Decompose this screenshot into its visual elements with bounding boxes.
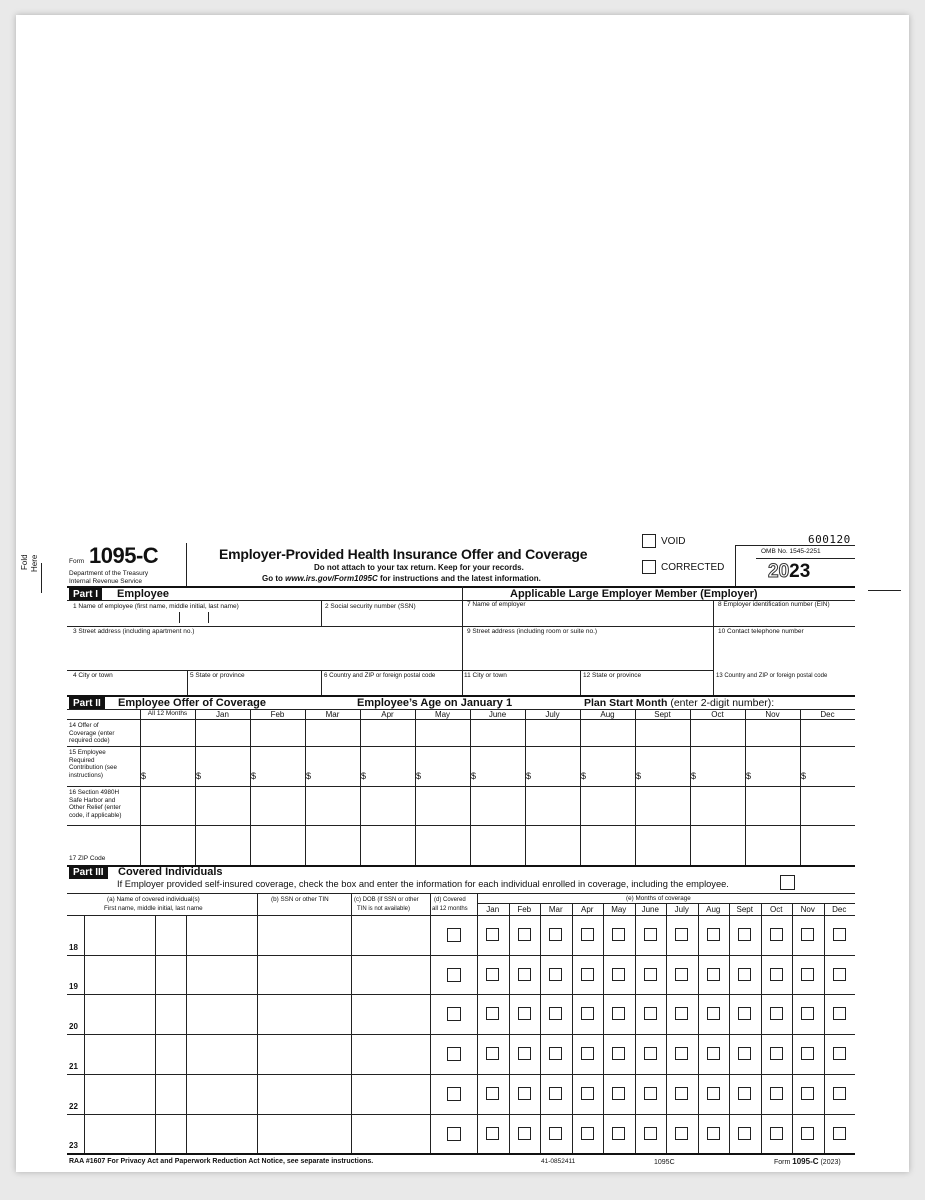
part2-cell[interactable] [416,747,469,785]
month-checkbox[interactable] [581,1087,594,1100]
employer-city-field[interactable] [463,681,579,695]
form-sheet [16,15,909,1172]
part2-month-head: All 12 Months [147,710,188,717]
part2-month-head: Jan [216,710,229,719]
month-checkbox[interactable] [644,928,657,941]
month-divider [729,903,730,1153]
part2-cell[interactable] [141,747,194,785]
month-checkbox[interactable] [581,928,594,941]
plan-start-field[interactable] [803,697,853,708]
omb-divider [735,545,736,587]
month-checkbox[interactable] [549,968,562,981]
month-checkbox[interactable] [612,1047,625,1060]
month-checkbox[interactable] [770,1087,783,1100]
part3-month-head: June [641,905,659,914]
employee-state-field[interactable] [188,681,320,695]
form-instructions-line: Go to www.irs.gov/Form1095C for instructions and the latest information. [262,574,541,583]
month-checkbox[interactable] [675,1007,688,1020]
plan-start-title: Plan Start Month (enter 2-digit number): [584,697,775,709]
part3-instruction: If Employer provided self-insured coverage, check the box and enter the information for each individual enrolled in coverage, including the employee. [117,879,729,889]
age-title: Employee’s Age on January 1 [357,697,513,709]
month-checkbox[interactable] [770,968,783,981]
month-divider [698,903,699,1153]
all-12-months-checkbox[interactable] [447,1007,461,1021]
part2-month-head: Dec [820,710,835,719]
dept-irs: Internal Revenue Service [69,578,142,585]
part2-month-head: Feb [270,710,285,719]
form-code: 600120 [808,533,851,546]
part2-cell[interactable] [196,747,249,785]
name-tick-1 [179,612,180,623]
all-12-months-checkbox[interactable] [447,968,461,982]
part2-cell[interactable] [471,787,524,824]
field-4-label: 4 City or town [73,672,113,679]
month-checkbox[interactable] [738,968,751,981]
dollar-sign: $ [471,771,477,781]
part2-cell[interactable] [636,747,689,785]
month-checkbox[interactable] [707,1127,720,1140]
col-c-head: (c) DOB (if SSN or other [354,897,419,903]
month-checkbox[interactable] [518,968,531,981]
part3-month-head: May [611,905,627,914]
month-checkbox[interactable] [707,968,720,981]
month-divider [792,903,793,1153]
employer-zip-field[interactable] [714,681,854,695]
zip-code-cell[interactable] [196,826,249,864]
part2-cell[interactable] [581,747,634,785]
field-12-label: 12 State or province [583,672,642,679]
month-checkbox[interactable] [833,1087,846,1100]
month-checkbox[interactable] [801,1087,814,1100]
part2-month-head: Mar [325,710,340,719]
part2-cell[interactable] [361,720,414,745]
covered-dob-field[interactable] [352,995,429,1033]
month-checkbox[interactable] [801,928,814,941]
month-checkbox[interactable] [518,1047,531,1060]
row-16-label: Other Relief (enter [69,804,121,811]
part2-cell[interactable] [306,787,359,824]
month-checkbox[interactable] [801,1007,814,1020]
field-2-label: 2 Social security number (SSN) [325,603,416,610]
fold-mark-line [41,563,42,593]
covered-dob-field[interactable] [352,1035,429,1073]
dollar-sign: $ [746,771,752,781]
month-checkbox[interactable] [675,1087,688,1100]
part2-cell[interactable] [196,720,249,745]
field-13-label: 13 Country and ZIP or foreign postal code [716,673,828,679]
row-15-label: instructions) [69,771,103,779]
footer-notice: RAA #1607 For Privacy Act and Paperwork Reduction Act Notice, see separate instructions. [69,1158,374,1165]
month-checkbox[interactable] [518,1007,531,1020]
month-checkbox[interactable] [612,1087,625,1100]
part2-cell[interactable] [251,720,304,745]
month-checkbox[interactable] [833,968,846,981]
month-checkbox[interactable] [801,1127,814,1140]
telephone-field[interactable] [714,637,854,670]
part2-cell[interactable] [526,787,579,824]
field-8-label: 8 Employer identification number (EIN) [718,601,830,608]
covered-dob-field[interactable] [352,1075,429,1113]
all-12-months-checkbox[interactable] [447,1087,461,1101]
dollar-sign: $ [416,771,422,781]
row-14-label: 14 Offer of [69,722,99,729]
part2-cell[interactable] [581,787,634,824]
part2-cell[interactable] [691,787,744,824]
month-checkbox[interactable] [581,1047,594,1060]
part2-cell[interactable] [471,720,524,745]
footer-code: 1095C [654,1159,675,1166]
row3-rule-right [462,670,713,671]
month-checkbox[interactable] [801,968,814,981]
covered-ssn-field[interactable] [258,956,350,994]
month-checkbox[interactable] [486,1087,499,1100]
month-divider [572,903,573,1153]
employee-zip-field[interactable] [322,681,461,695]
month-checkbox[interactable] [738,1127,751,1140]
header-divider-left [186,543,187,587]
row-number: 21 [69,1061,78,1071]
month-checkbox[interactable] [644,1127,657,1140]
self-insured-checkbox[interactable] [780,875,795,890]
covered-dob-field[interactable] [352,956,429,994]
row-number: 22 [69,1101,78,1111]
form-number: 1095-C [89,543,159,568]
month-checkbox[interactable] [549,928,562,941]
zip-code-cell[interactable] [746,826,799,864]
month-checkbox[interactable] [644,1007,657,1020]
dollar-sign: $ [361,771,367,781]
month-checkbox[interactable] [581,1127,594,1140]
covered-name-field[interactable] [85,956,256,994]
zip-code-cell[interactable] [306,826,359,864]
part2-cell[interactable] [691,747,744,785]
part2-cell[interactable] [526,747,579,785]
form-subtitle: Do not attach to your tax return. Keep for your records. [314,563,524,572]
covered-dob-field[interactable] [352,916,429,954]
month-checkbox[interactable] [581,1007,594,1020]
part1-label: Part I [69,588,102,601]
part3-month-head: July [674,905,689,914]
field-9-label: 9 Street address (including room or suite no.) [467,628,598,635]
part2-cell[interactable] [526,720,579,745]
zip-code-cell[interactable] [636,826,689,864]
col-d-head2: all 12 months [432,906,468,912]
row-15-label: Required [69,756,95,764]
part2-month-head: Nov [765,710,780,719]
corrected-label: CORRECTED [661,562,725,573]
col-c-head2: TIN is not available) [357,906,411,912]
part2-month-head: Apr [381,710,394,719]
month-checkbox[interactable] [644,968,657,981]
ssn-field[interactable] [322,612,461,626]
zip-code-cell[interactable] [581,826,634,864]
row-number: 23 [69,1141,78,1151]
month-checkbox[interactable] [770,1047,783,1060]
dollar-sign: $ [251,771,257,781]
void-label: VOID [661,536,686,547]
dollar-sign: $ [581,771,587,781]
part3-month-head: Nov [800,905,815,914]
part2-cell[interactable] [801,787,854,824]
dollar-sign: $ [691,771,697,781]
month-checkbox[interactable] [581,968,594,981]
part2-cell[interactable] [636,720,689,745]
part2-cell[interactable] [251,747,304,785]
month-checkbox[interactable] [518,1087,531,1100]
month-checkbox[interactable] [486,968,499,981]
covered-name-field[interactable] [85,1035,256,1073]
form-title: Employer-Provided Health Insurance Offer and Coverage [219,546,588,562]
month-checkbox[interactable] [675,928,688,941]
fold-label: Fold [20,554,29,570]
month-checkbox[interactable] [612,968,625,981]
row-number: 19 [69,982,78,992]
month-checkbox[interactable] [486,1007,499,1020]
dollar-sign: $ [306,771,312,781]
part2-cell[interactable] [416,787,469,824]
part2-month-head: Oct [711,710,724,719]
omb-number: OMB No. 1545-2251 [761,548,821,555]
employee-street-field[interactable] [68,637,461,670]
month-checkbox[interactable] [675,1127,688,1140]
fold-label-here: Here [30,554,39,572]
part2-cell[interactable] [361,747,414,785]
part2-cell[interactable] [416,720,469,745]
month-divider [666,903,667,1153]
part2-cell[interactable] [746,787,799,824]
part2-cell[interactable] [801,747,854,785]
month-checkbox[interactable] [770,1127,783,1140]
month-checkbox[interactable] [486,1127,499,1140]
row-17-label: 17 ZIP Code [69,855,106,862]
col-e-head: (e) Months of coverage [626,895,691,902]
year-top-line [756,558,855,559]
part2-month-head: June [488,710,507,719]
part2-label: Part II [69,697,105,710]
form-word: Form [69,558,85,565]
part3-month-head: Sept [736,905,753,914]
covered-ssn-field[interactable] [258,1115,350,1153]
month-checkbox[interactable] [549,1007,562,1020]
month-checkbox[interactable] [738,928,751,941]
part1-employer-title: Applicable Large Employer Member (Employer) [510,588,758,600]
col-a-head2: First name, middle initial, last name [104,905,203,912]
employer-state-field[interactable] [581,681,712,695]
month-checkbox[interactable] [518,928,531,941]
row1-rule [67,626,855,627]
dollar-sign: $ [526,771,532,781]
covered-ssn-field[interactable] [258,1035,350,1073]
fold-line-right [868,590,901,591]
month-checkbox[interactable] [675,968,688,981]
zip-code-cell[interactable] [361,826,414,864]
row-number: 18 [69,942,78,952]
zip-code-cell[interactable] [471,826,524,864]
age-field[interactable] [513,697,579,708]
month-checkbox[interactable] [549,1127,562,1140]
footer-cat-number: 41-0852411 [541,1158,576,1165]
dollar-sign: $ [196,771,202,781]
month-checkbox[interactable] [770,1007,783,1020]
part2-cell[interactable] [141,720,194,745]
row-14-label: Coverage (enter [69,729,115,737]
tax-year: 2023 [768,561,811,582]
month-checkbox[interactable] [549,1087,562,1100]
void-checkbox[interactable] [642,534,656,548]
part3-month-head: Dec [832,905,847,914]
month-checkbox[interactable] [738,1047,751,1060]
part2-cell[interactable] [471,747,524,785]
row3-rule [67,670,462,671]
part3-title: Covered Individuals [118,866,223,878]
part3-label: Part III [69,866,108,879]
dollar-sign: $ [636,771,642,781]
part2-cell[interactable] [636,787,689,824]
month-checkbox[interactable] [549,1047,562,1060]
part2-cell[interactable] [746,747,799,785]
zip-code-cell[interactable] [691,826,744,864]
month-checkbox[interactable] [644,1047,657,1060]
col-b-head: (b) SSN or other TIN [271,896,329,903]
part2-cell[interactable] [581,720,634,745]
covered-ssn-field[interactable] [258,916,350,954]
month-checkbox[interactable] [518,1127,531,1140]
month-checkbox[interactable] [801,1047,814,1060]
covered-name-field[interactable] [85,995,256,1033]
part3-month-head: Oct [770,905,783,914]
month-checkbox[interactable] [770,928,783,941]
month-checkbox[interactable] [644,1087,657,1100]
month-checkbox[interactable] [612,928,625,941]
month-checkbox[interactable] [486,928,499,941]
covered-ssn-field[interactable] [258,1075,350,1113]
part2-cell[interactable] [801,720,854,745]
employer-street-field[interactable] [463,637,712,670]
month-divider [603,903,604,1153]
month-checkbox[interactable] [833,1127,846,1140]
part2-cell[interactable] [251,787,304,824]
month-checkbox[interactable] [833,1047,846,1060]
covered-name-field[interactable] [85,916,256,954]
field-1-label: 1 Name of employee (first name, middle initial, last name) [73,603,239,610]
covered-name-field[interactable] [85,1075,256,1113]
dollar-sign: $ [801,771,807,781]
employee-city-field[interactable] [68,681,186,695]
field-7-label: 7 Name of employer [467,601,526,608]
covered-dob-field[interactable] [352,1115,429,1153]
part3-month-head: Feb [517,905,532,914]
row-14-label: required code) [69,737,110,744]
month-checkbox[interactable] [738,1087,751,1100]
month-checkbox[interactable] [612,1127,625,1140]
part2-cell[interactable] [196,787,249,824]
row-number: 20 [69,1022,78,1032]
zip-code-cell[interactable] [801,826,854,864]
ein-field[interactable] [714,611,854,626]
all-12-months-checkbox[interactable] [447,1127,461,1141]
field-6-label: 6 Country and ZIP or foreign postal code [324,672,436,679]
month-divider [824,903,825,1153]
zip-code-cell[interactable] [526,826,579,864]
col-d-head: (d) Covered [434,897,466,903]
part2-cell[interactable] [306,720,359,745]
part3-header-top [67,893,855,894]
row-16-label: 16 Section 4980H [69,789,120,796]
part3-month-head: Mar [548,905,563,914]
field-10-label: 10 Contact telephone number [718,628,804,635]
month-checkbox[interactable] [675,1047,688,1060]
part3-bottom-rule [67,1153,855,1155]
part1-title: Employee [117,588,169,600]
part3-month-head: Jan [486,905,500,914]
employee-name-field[interactable] [68,612,320,626]
part3-month-head: Aug [706,905,721,914]
month-checkbox[interactable] [612,1007,625,1020]
covered-ssn-field[interactable] [258,995,350,1033]
row-15-label: Contribution (see [69,764,117,771]
part3-month-head: Apr [581,905,594,914]
row-16-label: code, if applicable) [69,811,122,819]
month-divider [635,903,636,1153]
field-11-label: 11 City or town [464,672,507,679]
row-15-label: 15 Employee [69,749,106,756]
part2-cell[interactable] [361,787,414,824]
month-checkbox[interactable] [707,1047,720,1060]
covered-name-field[interactable] [85,1115,256,1153]
month-checkbox[interactable] [707,928,720,941]
all-12-months-checkbox[interactable] [447,1047,461,1061]
footer-form-id: Form 1095-C (2023) [774,1157,841,1166]
part2-month-head: Aug [600,710,615,719]
part2-cell[interactable] [306,747,359,785]
zip-code-cell[interactable] [141,826,194,864]
zip-code-cell[interactable] [416,826,469,864]
field-5-label: 5 State or province [190,672,245,679]
part2-cell[interactable] [691,720,744,745]
month-checkbox[interactable] [707,1007,720,1020]
zip-code-cell[interactable] [251,826,304,864]
employer-name-field[interactable] [463,611,712,626]
all-12-months-checkbox[interactable] [447,928,461,942]
month-checkbox[interactable] [486,1047,499,1060]
month-divider [761,903,762,1153]
dept-treasury: Department of the Treasury [69,570,149,577]
col-a-head: (a) Name of covered individual(s) [107,896,200,903]
name-tick-2 [208,612,209,623]
month-checkbox[interactable] [833,1007,846,1020]
field-3-label: 3 Street address (including apartment no.) [73,628,195,635]
part2-cell[interactable] [746,720,799,745]
month-divider [540,903,541,1153]
month-checkbox[interactable] [833,928,846,941]
row-16-label: Safe Harbor and [69,796,116,804]
part2-month-head: July [545,710,560,719]
part2-month-head: May [434,710,451,719]
part2-month-head: Sept [654,710,671,719]
month-divider [509,903,510,1153]
part2-title: Employee Offer of Coverage [118,697,266,709]
month-checkbox[interactable] [707,1087,720,1100]
omb-top-line [735,545,855,546]
dollar-sign: $ [141,771,147,781]
corrected-checkbox[interactable] [642,560,656,574]
part2-cell[interactable] [141,787,194,824]
month-checkbox[interactable] [738,1007,751,1020]
